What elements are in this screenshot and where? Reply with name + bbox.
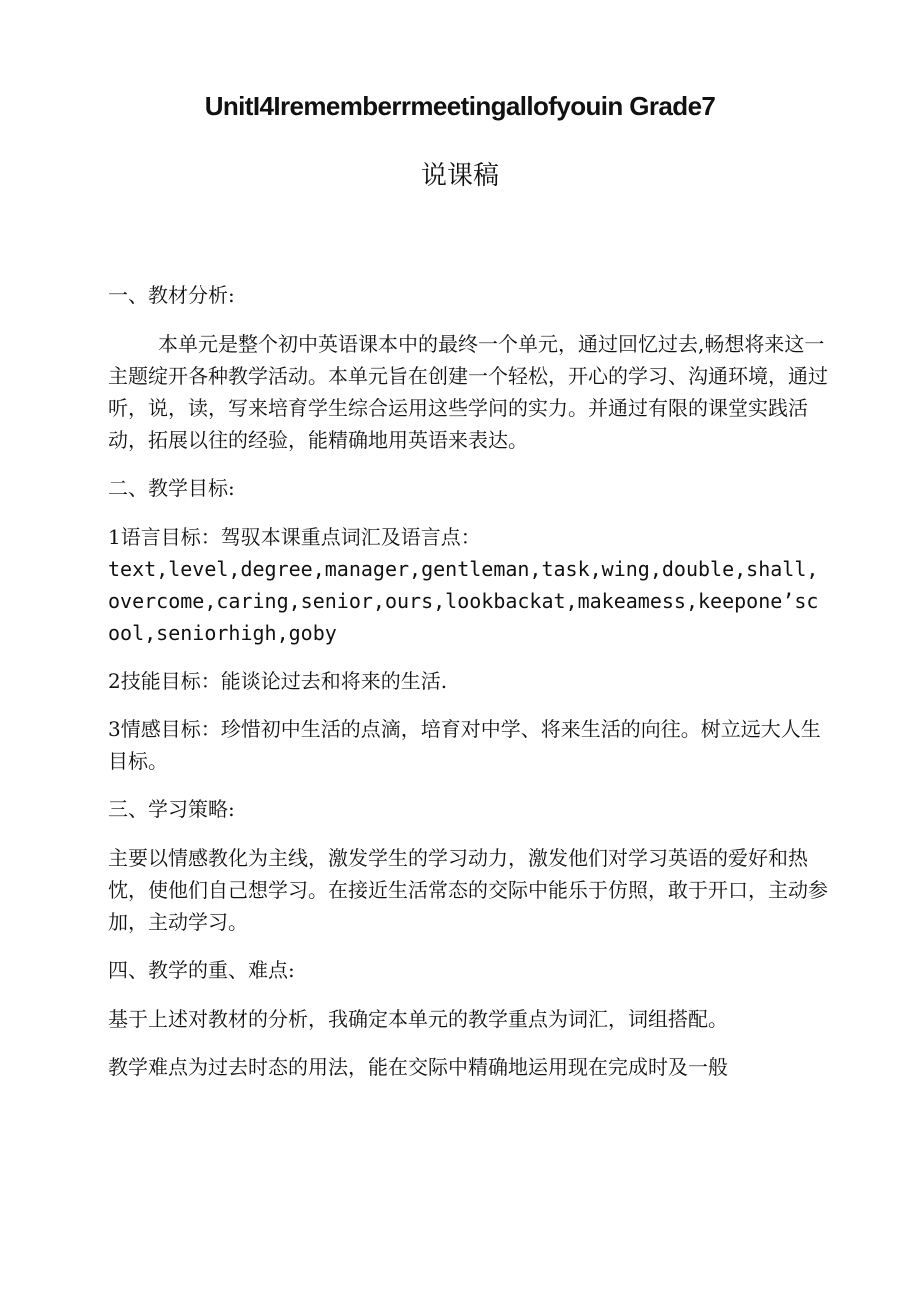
- emotional-goal: 3情感目标：珍惜初中生活的点滴，培育对中学、将来生活的向往。树立远大人生目标。: [108, 717, 821, 773]
- language-goal-block: [108, 521, 828, 649]
- skill-goal: 2技能目标：能谈论过去和将来的生活.: [108, 669, 448, 693]
- section-heading-learning-strategy: 三、学习策略:: [108, 797, 235, 821]
- section-heading-key-difficult-points: 四、教学的重、难点:: [108, 958, 295, 982]
- section-heading-material-analysis: 一、教材分析:: [108, 283, 235, 307]
- learning-strategy-paragraph: 主要以情感教化为主线，激发学生的学习动力，激发他们对学习英语的爱好和热忱，使他们自己想学习。在接近生活常态的交际中能乐于仿照，敢于开口，主动参加，主动学习。: [108, 846, 828, 934]
- teaching-key-point: 基于上述对教材的分析，我确定本单元的教学重点为词汇，词组搭配。: [108, 1007, 728, 1031]
- document-subtitle: 说课稿: [420, 161, 499, 191]
- vocabulary-list: text,level,degree,manager,gentleman,task,wing,double,shall,overcome,caring,senior,ours,lookbackat,makeamess,keepone’scool,seniorhigh,goby: [108, 557, 819, 645]
- language-goal-label: 1语言目标：驾驭本课重点词汇及语言点：: [108, 525, 481, 549]
- section-heading-teaching-goals: 二、教学目标:: [108, 476, 235, 500]
- document-body: [108, 279, 828, 1083]
- material-analysis-paragraph: 本单元是整个初中英语课本中的最终一个单元，通过回忆过去,畅想将来这一主题绽开各种教学活动。本单元旨在创建一个轻松，开心的学习、沟通环境，通过听，说，读，写来培育学生综合运用这些学问的实力。并通过有限的课堂实践活动，拓展以往的经验，能精确地用英语来表达。: [108, 332, 828, 452]
- document-title: UnitI4Irememberrmeetingallofyouin Grade7: [204, 91, 716, 121]
- teaching-difficult-point: 教学难点为过去时态的用法，能在交际中精确地运用现在完成时及一般: [108, 1055, 728, 1079]
